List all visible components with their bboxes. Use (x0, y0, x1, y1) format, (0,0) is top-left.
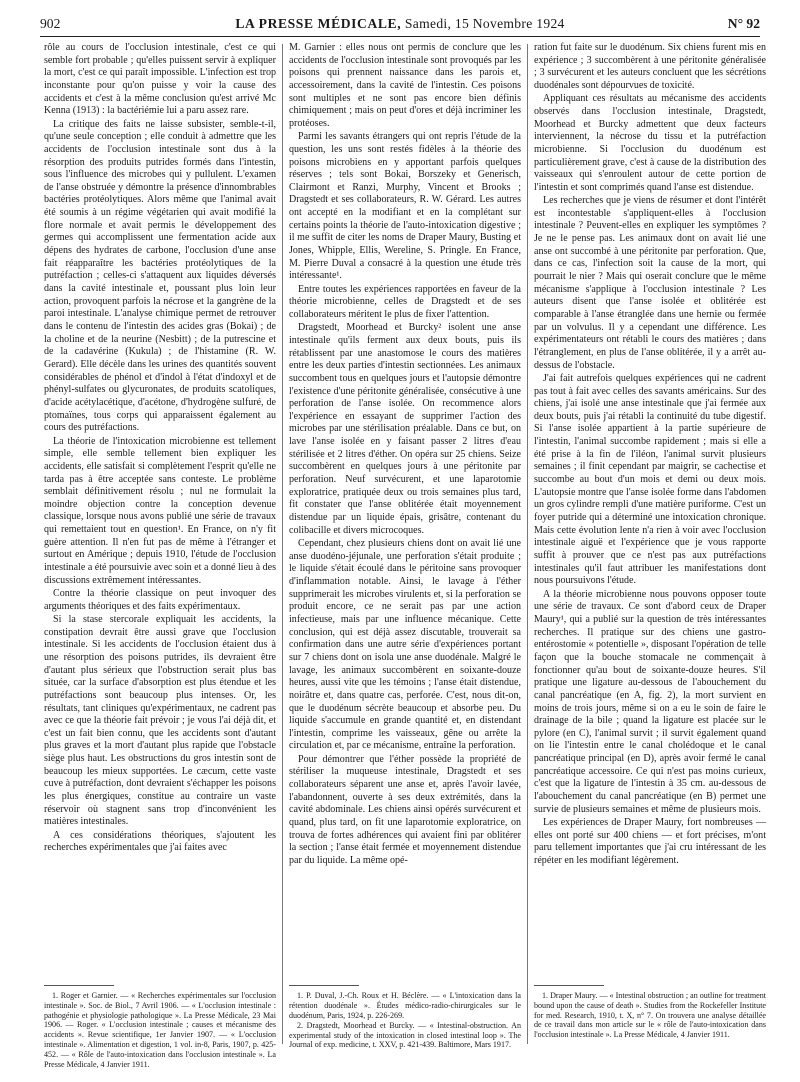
journal-name: LA PRESSE MÉDICALE, (235, 16, 402, 31)
footnote-rule (289, 985, 359, 986)
paragraph: Entre toutes les expériences rapportées en faveur de la théorie microbienne, celles de Dragstedt et de ses collaborateurs méritent le plus de fixer l'attention. (289, 283, 521, 320)
paragraph: Les recherches que je viens de résumer et dont l'intérêt est incontestable s'appliquent-elles à l'occlusion intestinale ? Peuvent-elles en expliquer les symptômes ? Je ne le pense pas. Les animaux dont on avait lié une anse ont succombé à une péritonite par perforation. Que, dans ce cas, l'infection soit la cause de la mort, qui pourrait le nier ? Mais qui oserait conclure que le même mécanisme s'applique à l'occlusion intestinale ? Les auteurs disent que l'anse isolée et oblitérée est comparable à l'anse étranglée dans une hernie ou fermée par un volvulus. Il y a cependant une différence. Les expérimentateurs ont rétabli le cours des matières ; dans l'étranglement, en plus de l'anse oblitérée, il y a arrêt au-dessus de l'obstacle. (534, 195, 766, 371)
paragraph: La critique des faits ne laisse subsister, semble-t-il, qu'une seule conception ; elle conduit à admettre que les accidents de l'occlusion intestinale sont dus à la résorption des produits putrides formés dans l'intestin, sous l'influence des microbes qui y pullulent. L'examen de l'anse obstruée y démontre la présence d'innombrables bactéries protéolytiques. Alors même que l'animal avait été soumis à un régime végétarien qui avait modifié la flore normale et avait permis le développement des germes qui accomplissent une fermentation acide aux dépens des hydrates de carbone, l'occlusion d'une anse fait réapparaître les bactéries protéolytiques de la putréfaction ; celles-ci s'attaquent aux liquides déversés dans la cavité intestinale et, poussant plus loin leur action, provoquent parfois la nécrose et la gangrène de la paroi intestinale. L'analyse chimique permet de retrouver dans le contenu de l'intestin des acides gras (Bokai) ; de la choline et de la neurine (Nesbitt) ; de la putrescine et de la cadavérine (Kukula) ; de l'histamine (R. W. Gerard). Elle décèle dans les urines des quantités souvent considérables de phénol et d'indol à l'état d'indoxyl et de phényl-sulfates ou glycuronates, de produits scatoliques, d'acide acétylacétique, d'acétone, d'hydrogène sulfuré, de ptomaïnes, tous corps qui apparaissent également au cours des putréfactions. (44, 118, 276, 434)
column-left (44, 42, 276, 1069)
column-body (289, 42, 521, 979)
running-header (40, 12, 760, 36)
paragraph: Pour démontrer que l'éther possède la propriété de stériliser la muqueuse intestinale, Dragstedt et ses collaborateurs séparent une anse et, après l'avoir lavée, l'abandonnent, ouverte à ses deux extrémités, dans la cavité abdominale. Les chiens ainsi opérés survécurent et quand, plus tard, on fit une laparotomie exploratrice, on trouva de fortes adhérences qui avaient fini par oblitérer la section ; l'anse était fermée et moyennement distendue par du liquide. La même opé- (289, 753, 521, 866)
footnotes (289, 983, 521, 1051)
paragraph: La théorie de l'intoxication microbienne est tellement simple, elle semble tellement bien expliquer les accidents, elle satisfait si complètement l'esprit qu'elle ne tarda pas à être acceptée sans conteste. Le problème semblait définitivement résolu ; nul ne formulait la moindre objection contre la conception devenue classique, lorsque nous avons publié une série de travaux qui remettaient tout en question¹. En France, on n'y fit guère attention. Il n'en fut pas de même à l'étranger et surtout en Amérique ; depuis 1910, l'étude de l'occlusion intestinale a été poursuivie avec soin et a donné lieu à des discussions extrêmement intéressantes. (44, 435, 276, 586)
paragraph: rôle au cours de l'occlusion intestinale, c'est ce qui semble fort probable ; qu'elles puissent servir à expliquer la mort, c'est ce qui paraît impossible. L'infection est trop inconstante pour qu'on puisse y voir la cause des accidents et c'est à la même conclusion qu'est arrivé Mc Kenna (1913) : la bactériémie lui a paru assez rare. (44, 42, 276, 117)
issue-date: Samedi, 15 Novembre 1924 (404, 16, 565, 31)
journal-title (40, 16, 760, 32)
paragraph: J'ai fait autrefois quelques expériences qui ne cadrent pas tout à fait avec celles des savants américains. Sur des chiens, j'ai isolé une anse intestinale que j'ai fermée aux deux bouts, puis j'ai rétabli la continuité du tube digestif. Si l'anse isolée appartient à la partie supérieure de l'intestin, l'animal succombe rapidement ; mais si elle a été prise à la fin de l'iléon, l'animal survit plusieurs semaines ; il finit cependant par maigrir, se cachectise et succombe au bout d'un mois et demi ou deux mois. L'autopsie montre que l'anse isolée forme dans l'abdomen un gros cylindre rempli d'une matière puriforme. C'est un foyer putride qui a déterminé une intoxication chronique. Mais cette évolution lente n'a rien à voir avec l'occlusion intestinale aiguë et l'expérience que je vous rapporte suffit à prouver que ce n'est pas aux putréfactions intestinales qu'il faut attribuer les manifestations dont nous poursuivons l'étude. (534, 372, 766, 587)
footnote-rule (44, 985, 114, 986)
paragraph: ration fut faite sur le duodénum. Six chiens furent mis en expérience ; 3 succombèrent à une péritonite généralisée ; 3 survécurent et les auteurs concluent que les sécrétions duodénales sont dépourvues de toxicité. (534, 42, 766, 91)
footnote: 1. P. Duval, J.-Ch. Roux et H. Béclère. — « L'intoxication dans la rétention duodénale ». Études médico-radio-chirurgicales sur le duodénum, Paris, 1924, p. 226-269. (289, 991, 521, 1020)
paragraph: A la théorie microbienne nous pouvons opposer toute une série de travaux. Ce sont d'abord ceux de Draper Maury¹, qui a publié sur la question de très intéressantes recherches. Il pratique sur des chiens une gastro-entérostomie « potentielle », disposant l'opération de telle façon que la bouche stomacale ne commençait à fonctionner qu'au bout de soixante-douze heures. S'il pratique une ligature au-dessous de l'abouchement du canal pancréatique (en A, fig. 2), la mort survient en moins de trois jours, même si on a eu le soin de faire le drainage de la bile ; quand la ligature est placée sur le pylore (en C), l'animal survit ; il survit également quand on lie l'intestin entre le canal cholédoque et le canal pancréatique principal (en D), après avoir fermé le canal pancréatique accessoire. Ce qui n'est pas moins curieux, c'est que la ligature de l'intestin à 35 cm. au-dessous de l'abouchement du canal pancréatique (en B) permet une survie de plusieurs semaines et même de plusieurs mois. (534, 588, 766, 815)
paragraph: M. Garnier : elles nous ont permis de conclure que les accidents de l'occlusion intestinale sont provoqués par les poisons qui prennent naissance dans les parois et, accessoirement, dans la cavité de l'intestin. Ces poisons sont multiples et ne sont pas encore bien définis chimiquement ; mais on peut d'ores et déjà incriminer les protéoses. (289, 42, 521, 129)
column-body (44, 42, 276, 979)
footnotes (534, 983, 766, 1040)
footnote: 1. Draper Maury. — « Intestinal obstruction ; an outline for treatment bound upon the cause of death ». Studies from the Rockefeller Institute for med. Research, 1910, t. X, n° 7. On trouvera une analyse détaillée de ce travail dans mon article sur le « rôle de l'auto-intoxication dans l'occlusion intestinale ». La Presse Médicale, 4 Janvier 1911. (534, 991, 766, 1040)
footnote-rule (534, 985, 604, 986)
paragraph: Les expériences de Draper Maury, fort nombreuses — elles ont porté sur 400 chiens — et fort précises, m'ont paru tellement importantes que j'ai cru intéressant de les répéter en les modifiant légèrement. (534, 817, 766, 866)
column-separator (282, 44, 283, 1044)
paragraph: Appliquant ces résultats au mécanisme des accidents observés dans l'occlusion intestinale, Dragstedt, Moorhead et Burcky admettent que deux facteurs interviennent, la nécrose du tissu et la putréfaction microbienne. Si l'occlusion du duodénum est particulièrement grave, c'est à cause de la distribution des vaisseaux qui s'enroulent autour de cette portion de l'intestin et sont comprimés quand l'anse est distendue. (534, 93, 766, 193)
column-right (534, 42, 766, 1040)
column-body (534, 42, 766, 979)
paragraph: A ces considérations théoriques, s'ajoutent les recherches expérimentales que j'ai faites avec (44, 829, 276, 854)
header-rule (40, 36, 760, 37)
paragraph: Contre la théorie classique on peut invoquer des arguments théoriques et des faits expérimentaux. (44, 588, 276, 612)
issue-number: N° 92 (727, 16, 760, 31)
page-number: 902 (40, 16, 61, 31)
paragraph: Parmi les savants étrangers qui ont repris l'étude de la question, les uns sont restés fidèles à la théorie des poisons microbiens en y apportant parfois quelques réserves ; tels sont Bokai, Borszeky et Generisch, Clairmont et Ranzi, Murphy, Vincent et Brooks ; Dragstedt et ses collaborateurs, R. W. Gérard. Les autres ont accepté en la modifiant et en la complétant sur certains points la théorie de l'auto-intoxication digestive ; il me suffit de citer les noms de Draper Maury, Busting et Jones, Whipple, Ellis, Wereline, S. Pringle. En France, M. Pierre Duval a consacré à la question une étude très intéressante¹. (289, 131, 521, 282)
footnotes (44, 983, 276, 1070)
paragraph: Cependant, chez plusieurs chiens dont on avait lié une anse duodéno-jéjunale, une perforation s'était produite ; le liquide s'était écoulé dans le péritoine sans provoquer d'inflammation notable. Ainsi, le lavage à l'éther supprimerait les microbes virulents et, si la perforation se produit encore, ce ne serait pas par une action infectieuse, mais par une influence mécanique. Cette conclusion, qui est déjà assez discutable, trouverait sa confirmation dans une autre série d'expériences portant sur 7 chiens dont on isola une anse duodénale. Malgré le lavage, les animaux succombèrent en soixante-douze heures, aussi vite que les témoins ; l'anse était distendue, noirâtre et, dans quatre cas, perforée. C'est, nous dit-on, que le duodénum sécrète beaucoup et absorbe peu. Du liquide s'accumule en grande quantité et, en distendant l'intestin, comprime les vaisseaux, gêne ou arrête la circulation et, par ce mécanisme, entraîne la perforation. (289, 537, 521, 752)
footnote: 1. Roger et Garnier. — « Recherches expérimentales sur l'occlusion intestinale ». Soc. de Biol., 7 Avril 1906. — « L'occlusion intestinale : pathogénie et physiologie pathologique ». La Presse Médicale, 23 Mai 1906. — Roger. « L'occlusion intestinale ; causes et mécanisme des accidents ». Revue scientifique, 1er Janvier 1907. — « L'occlusion intestinale ». Alimentation et digestion, 1 vol. in-8, Paris, 1907, p. 425-452. — « Rôle de l'auto-intoxication dans l'occlusion intestinale ». La Presse Médicale, 4 Janvier 1911. (44, 991, 276, 1069)
column-middle (289, 42, 521, 1050)
paragraph: Dragstedt, Moorhead et Burcky² isolent une anse intestinale qu'ils ferment aux deux bouts, puis ils rétablissent par une anastomose le cours des matières entre les deux parties d'intestin sectionnées. Les animaux succombent tous en quelques jours et l'autopsie démontre l'existence d'une péritonite généralisée, consécutive à une perforation de l'anse isolée. On recommence alors l'expérience en essayant de supprimer l'action des microbes par une stérilisation préalable. Dans ce but, on lave l'anse isolée en y faisant passer 2 litres d'eau stérilisée et 2 litres d'éther. On opéra sur 25 chiens. Seize succombèrent en quelques jours à une péritonite par perforation. Neuf survécurent, et une laparotomie exploratrice, pratiquée deux ou trois semaines plus tard, fit constater que l'anse oblitérée était moyennement distendue par un liquide épais, grisâtre, contenant du colibacille et divers microcoques. (289, 322, 521, 536)
paragraph: Si la stase stercorale expliquait les accidents, la constipation devrait être aussi grave que l'occlusion intestinale. Si les accidents de l'occlusion étaient dus à une résorption des poisons putrides, ils devraient être d'autant plus sérieux que l'obstruction serait plus bas située, car la surface d'absorption est plus étendue et les putréfactions sont beaucoup plus intenses. Or, les résultats, tant cliniques qu'expérimentaux, ne cadrent pas avec ce que la théorie fait prévoir ; je vous l'ai déjà dit, et c'est un fait bien connu, que les accidents sont d'autant plus graves et la mort d'autant plus rapide que l'obstacle siège plus haut. Les obstructions du gros intestin sont de beaucoup les mieux supportées. Le cæcum, cette vaste cuve à putréfaction, dont devraient s'échapper les poisons les plus énergiques, constitue au contraire un vaste réservoir où stagnent sans trop d'inconvénient les matières intestinales. (44, 613, 276, 828)
column-separator (527, 44, 528, 1044)
footnote: 2. Dragstedt, Moorhead et Burcky. — « Intestinal-obstruction. An experimental study of the intoxication in closed intestinal loop ». The Journal of exp. medicine, t. XXV, p. 421-439. Baltimore, Mars 1917. (289, 1020, 521, 1050)
